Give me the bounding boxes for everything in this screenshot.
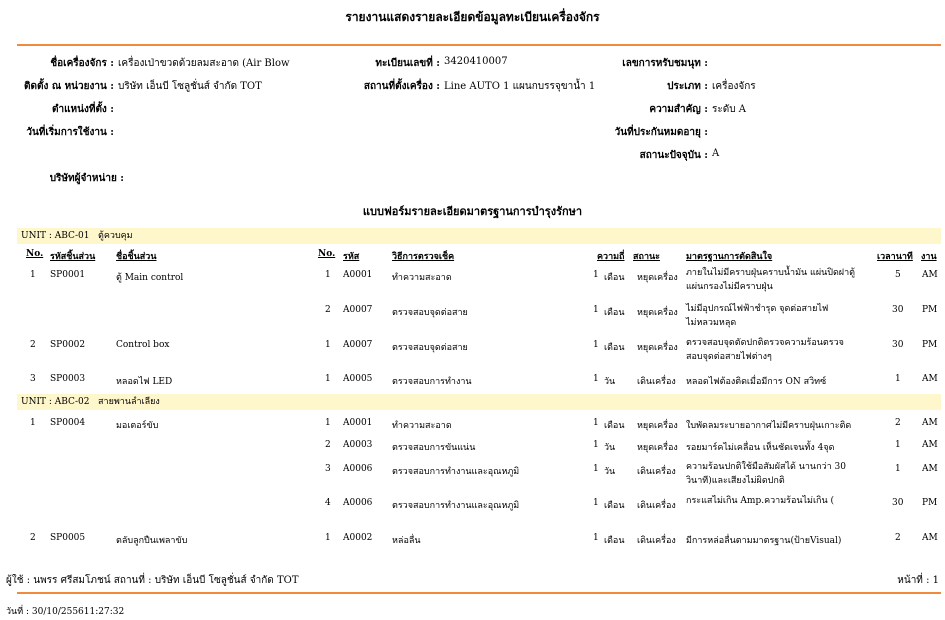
unit-label: UNIT : ABC-02 — [21, 397, 90, 407]
row-state: หยุดเครื่อง — [637, 343, 678, 353]
row-part-name: Control box — [116, 340, 170, 350]
row-part-code: SP0001 — [50, 270, 86, 280]
type-label: ประเภท : — [667, 81, 708, 92]
row-duration: 1 — [895, 440, 901, 450]
row-freq-unit: วัน — [604, 443, 616, 453]
row-state: หยุดเครื่อง — [637, 273, 678, 283]
col-no: No. — [26, 249, 44, 259]
row-standard: ไม่มีอุปกรณ์ไฟฟ้าชำรุด จุดต่อสายไฟไม่หลวมหลุด — [686, 304, 829, 328]
row-part-code: SP0003 — [50, 374, 86, 384]
row-part-code: SP0005 — [50, 533, 86, 543]
row-method: ตรวจสอบจุดต่อสาย — [392, 343, 468, 353]
col-method: วิธีการตรวจเช็ค — [392, 252, 455, 262]
row-part-code: SP0004 — [50, 418, 86, 428]
row-freq-num: 1 — [593, 464, 599, 474]
col-sub-no: No. — [318, 249, 336, 259]
row-duration: 30 — [892, 340, 904, 350]
row-method: ตรวจสอบการทำงานและอุณหภูมิ — [392, 467, 520, 477]
unit-bar — [17, 394, 941, 410]
row-code: A0007 — [343, 340, 373, 350]
row-method: ตรวจสอบการขันแน่น — [392, 443, 476, 453]
row-freq-unit: เดือน — [604, 273, 625, 283]
row-freq-num: 1 — [593, 305, 599, 315]
row-shift: AM — [922, 464, 938, 474]
row-freq-num: 1 — [593, 440, 599, 450]
row-shift: AM — [922, 270, 938, 280]
row-shift: AM — [922, 418, 938, 428]
row-code: A0001 — [343, 418, 373, 428]
row-standard: ภายในไม่มีคราบฝุ่นคราบน้ำมัน แผ่นปิดฝาตู้ แผ่นกรองไม่มีคราบฝุ่น — [686, 268, 855, 292]
col-shift: งาน — [921, 252, 937, 262]
row-sub-no: 1 — [325, 270, 331, 280]
row-freq-unit: เดือน — [604, 421, 625, 431]
machine-name-label: ชื่อเครื่องจักร : — [50, 58, 114, 69]
row-sub-no: 1 — [325, 340, 331, 350]
row-standard: ตรวจสอบจุดตัดปกติตรวจความร้อนตรวจสอบจุดต่อสายไฟต่างๆ — [686, 338, 844, 362]
row-code: A0005 — [343, 374, 373, 384]
report-title: รายงานแสดงรายละเอียดข้อมูลทะเบียนเครื่องจักร — [345, 10, 600, 24]
row-method: หล่อลื่น — [392, 536, 421, 546]
bottom-divider — [17, 592, 941, 594]
reg-no-label: ทะเบียนเลขที่ : — [375, 58, 440, 69]
row-freq-unit: เดือน — [604, 536, 625, 546]
col-code: รหัส — [343, 252, 360, 262]
row-freq-num: 1 — [593, 270, 599, 280]
row-state: หยุดเครื่อง — [637, 443, 678, 453]
unit-name: สายพานลำเลียง — [98, 397, 160, 407]
row-sub-no: 1 — [325, 418, 331, 428]
row-sub-no: 3 — [325, 464, 331, 474]
row-method: ทำความสะอาด — [392, 273, 452, 283]
col-frequency: ความถี่ — [597, 252, 625, 262]
row-freq-unit: วัน — [604, 377, 616, 387]
row-freq-num: 1 — [593, 498, 599, 508]
row-freq-num: 1 — [593, 374, 599, 384]
row-freq-unit: วัน — [604, 467, 616, 477]
row-shift: PM — [922, 498, 938, 508]
row-no: 2 — [30, 340, 36, 350]
footer-user: ผู้ใช้ : นพรร ศรีสมโภชน์ สถานที่ : บริษัท เอ็นบี โซลูชั่นส์ จำกัด TOT — [6, 575, 299, 586]
row-state: เดินเครื่อง — [637, 501, 676, 511]
row-code: A0003 — [343, 440, 373, 450]
row-method: ทำความสะอาด — [392, 421, 452, 431]
row-state: หยุดเครื่อง — [637, 421, 678, 431]
row-shift: PM — [922, 340, 938, 350]
row-duration: 5 — [895, 270, 901, 280]
machine-name-value: เครื่องเป่าขวดด้วยลมสะอาด (Air Blow — [118, 58, 290, 69]
row-duration: 1 — [895, 464, 901, 474]
location-label: สถานที่ตั้งเครื่อง : — [363, 81, 440, 92]
row-sub-no: 1 — [325, 374, 331, 384]
row-freq-unit: เดือน — [604, 343, 625, 353]
row-freq-num: 1 — [593, 418, 599, 428]
form-subtitle: แบบฟอร์มรายละเอียดมาตรฐานการบำรุงรักษา — [362, 205, 583, 218]
row-part-code: SP0002 — [50, 340, 86, 350]
row-method: ตรวจสอบการทำงานและอุณหภูมิ — [392, 501, 520, 511]
row-no: 1 — [30, 270, 36, 280]
vendor-label: บริษัทผู้จำหน่าย : — [49, 173, 124, 184]
row-code: A0002 — [343, 533, 373, 543]
start-date-label: วันที่เริ่มการใช้งาน : — [26, 127, 114, 138]
position-label: ตำแหน่งที่ตั้ง : — [51, 104, 114, 115]
row-part-name: ตลับลูกปืนเพลาขับ — [116, 536, 188, 546]
row-state: เดินเครื่อง — [637, 467, 676, 477]
unit-name: ตู้ควบคุม — [98, 231, 133, 241]
row-sub-no: 4 — [325, 498, 331, 508]
row-no: 3 — [30, 374, 36, 384]
col-state: สถานะ — [633, 252, 660, 262]
footer-page: หน้าที่ : 1 — [897, 575, 939, 586]
row-part-name: หลอดไฟ LED — [116, 377, 173, 387]
row-sub-no: 2 — [325, 440, 331, 450]
top-divider — [17, 44, 941, 46]
row-code: A0006 — [343, 464, 373, 474]
row-duration: 30 — [892, 498, 904, 508]
row-sub-no: 2 — [325, 305, 331, 315]
row-no: 2 — [30, 533, 36, 543]
row-no: 1 — [30, 418, 36, 428]
row-duration: 2 — [895, 533, 901, 543]
warranty-label: วันที่ประกันหมดอายุ : — [614, 127, 708, 138]
row-duration: 2 — [895, 418, 901, 428]
col-part-code: รหัสชิ้นส่วน — [50, 252, 96, 262]
col-part-name: ชื่อชิ้นส่วน — [116, 252, 157, 262]
row-freq-num: 1 — [593, 340, 599, 350]
row-method: ตรวจสอบจุดต่อสาย — [392, 308, 468, 318]
row-state: เดินเครื่อง — [637, 536, 676, 546]
row-sub-no: 1 — [325, 533, 331, 543]
row-standard: ความร้อนปกติใช้มือสัมผัสได้ นานกว่า 30 วินาที)และเสียงไม่ผิดปกติ — [686, 462, 846, 486]
footer-date: วันที่ : 30/10/255611:27:32 — [6, 607, 125, 617]
location-value: Line AUTO 1 แผนกบรรจุขาน้ำ 1 — [444, 81, 596, 92]
type-value: เครื่องจักร — [712, 81, 756, 92]
row-shift: PM — [922, 305, 938, 315]
row-freq-unit: เดือน — [604, 308, 625, 318]
row-standard: กระแสไม่เกิน Amp.ความร้อนไม่เกิน ( — [686, 496, 835, 506]
install-agency-label: ติดตั้ง ณ หน่วยงาน : — [23, 81, 114, 92]
row-duration: 1 — [895, 374, 901, 384]
row-standard: รอยมาร์คไม่เคลื่อน เห็นชัดเจนทั้ง 4จุด — [686, 443, 835, 453]
row-standard: มีการหล่อลื่นตามมาตรฐาน(ป้ายVisual) — [686, 536, 842, 546]
row-shift: AM — [922, 440, 938, 450]
row-part-name: ตู้ Main control — [116, 273, 184, 283]
row-state: เดินเครื่อง — [637, 377, 676, 387]
status-value: A — [712, 148, 720, 159]
row-code: A0006 — [343, 498, 373, 508]
unit-bar — [17, 228, 941, 244]
col-standard: มาตรฐานการตัดสินใจ — [686, 252, 773, 262]
install-agency-value: บริษัท เอ็นบี โซลูชั่นส์ จำกัด TOT — [118, 81, 262, 92]
row-state: หยุดเครื่อง — [637, 308, 678, 318]
row-standard: หลอดไฟต้องติดเมื่อมีการ ON สวิทซ์ — [686, 377, 827, 387]
row-freq-num: 1 — [593, 533, 599, 543]
asset-no-label: เลขการหรับชมนุท : — [622, 58, 708, 69]
row-freq-unit: เดือน — [604, 501, 625, 511]
row-part-name: มอเตอร์ขับ — [116, 421, 159, 431]
row-code: A0001 — [343, 270, 373, 280]
priority-label: ความสำคัญ : — [649, 104, 708, 115]
row-duration: 30 — [892, 305, 904, 315]
row-shift: AM — [922, 374, 938, 384]
unit-label: UNIT : ABC-01 — [21, 231, 90, 241]
row-method: ตรวจสอบการทำงาน — [392, 377, 472, 387]
reg-no-value: 3420410007 — [444, 56, 508, 67]
priority-value: ระดับ A — [712, 104, 746, 115]
row-shift: AM — [922, 533, 938, 543]
row-standard: ใบพัดลมระบายอากาศไม่มีคราบฝุ่นเกาะติด — [686, 421, 852, 431]
col-duration: เวลานาที — [877, 252, 913, 262]
row-code: A0007 — [343, 305, 373, 315]
status-label: สถานะปัจจุบัน : — [639, 150, 708, 161]
